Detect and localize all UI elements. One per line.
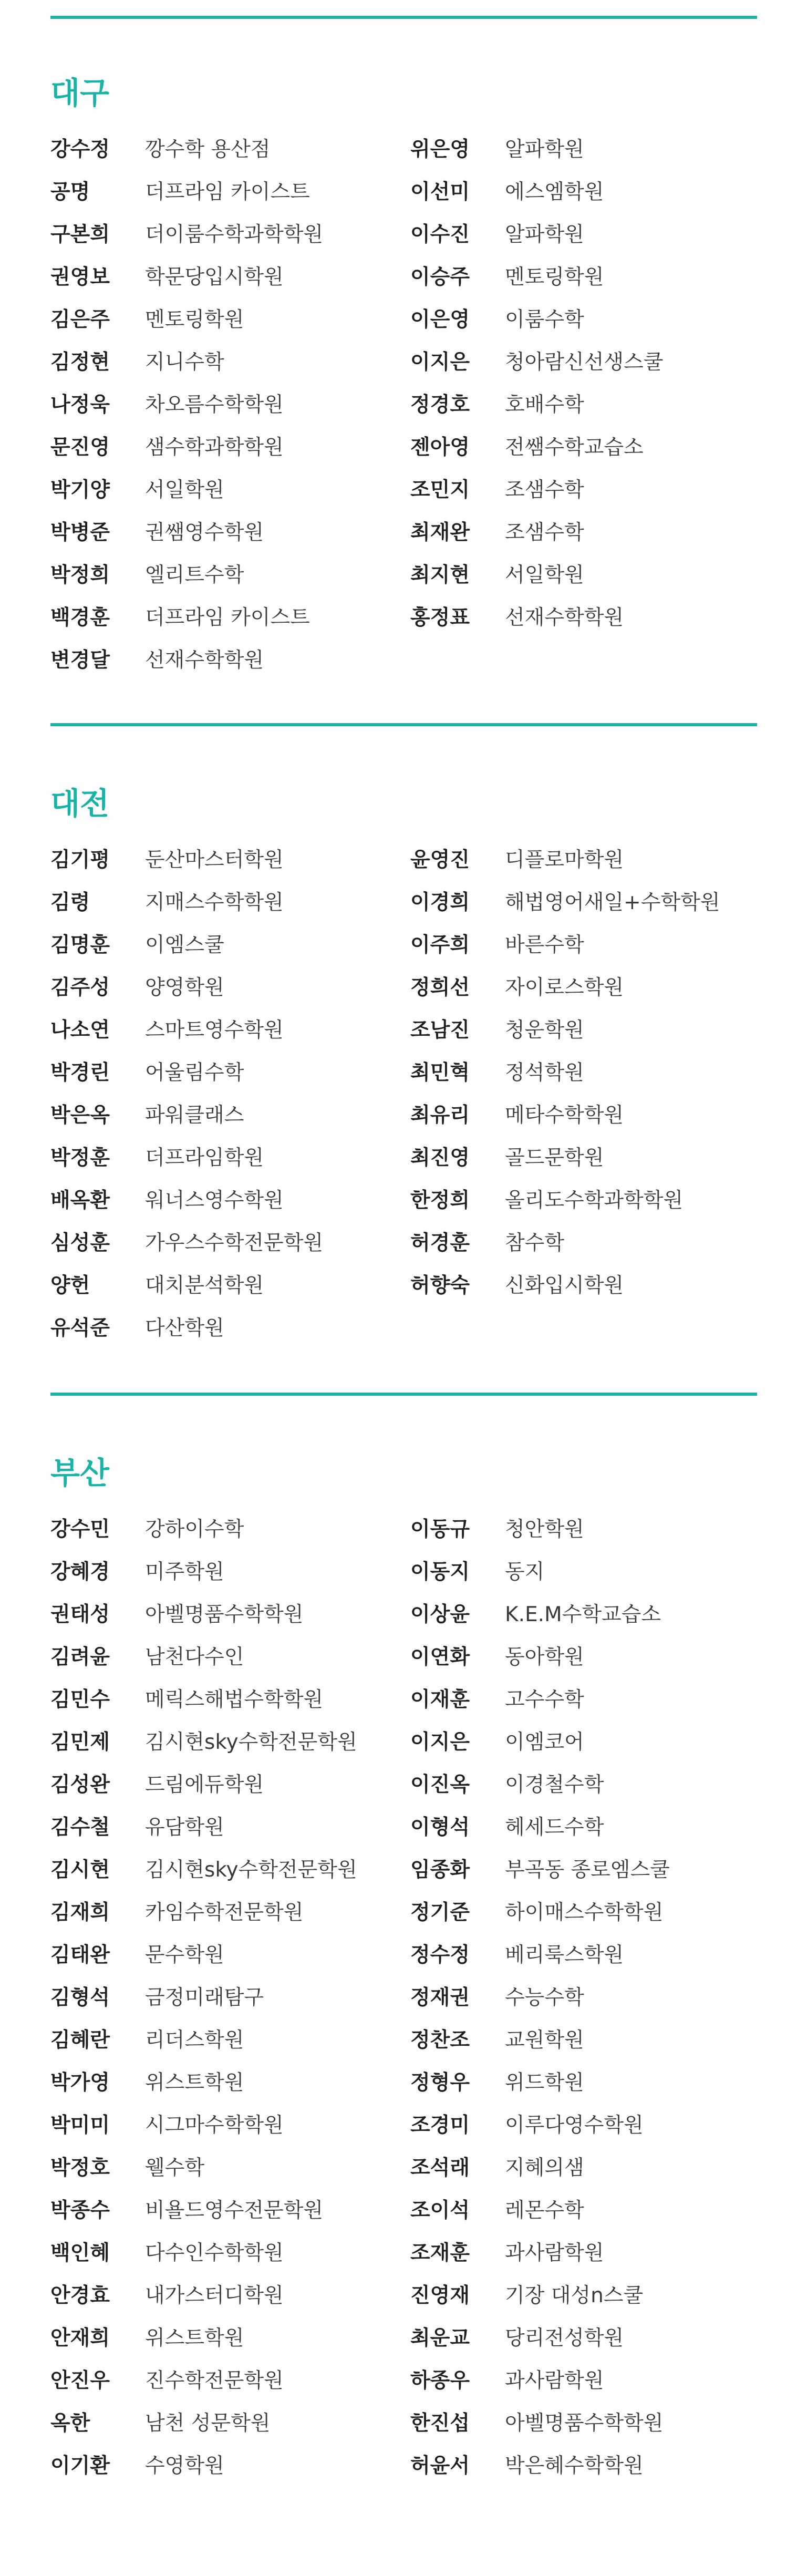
instructor-name: 최지현 bbox=[410, 563, 470, 587]
instructor-name: 김민제 bbox=[50, 1730, 110, 1754]
instructor-row bbox=[410, 1602, 778, 1644]
section-busan bbox=[50, 1455, 757, 2509]
instructor-name: 김혜란 bbox=[50, 2028, 110, 2052]
instructor-name: 이승주 bbox=[410, 265, 470, 289]
academy-name: 에스엠학원 bbox=[505, 180, 604, 204]
instructor-row bbox=[50, 2027, 418, 2070]
academy-name: 멘토링학원 bbox=[145, 308, 244, 332]
instructor-name: 정희선 bbox=[410, 976, 470, 1000]
academy-name: 청운학원 bbox=[505, 1018, 584, 1042]
academy-name: 멘토링학원 bbox=[505, 265, 604, 289]
instructor-name: 조이석 bbox=[410, 2199, 470, 2222]
section-title: 대전 bbox=[50, 786, 110, 821]
academy-name: 대치분석학원 bbox=[145, 1274, 264, 1297]
academy-name: 호배수학 bbox=[505, 393, 584, 417]
instructor-name: 이주희 bbox=[410, 933, 470, 957]
academy-name: 이룸수학 bbox=[505, 308, 584, 332]
academy-name: 지혜의샘 bbox=[505, 2156, 584, 2180]
instructor-name: 김려윤 bbox=[50, 1645, 110, 1669]
instructor-row bbox=[50, 1602, 418, 1644]
instructor-row bbox=[50, 2325, 418, 2368]
instructor-row bbox=[50, 1230, 418, 1273]
instructor-row bbox=[410, 349, 778, 392]
academy-name: 메타수학학원 bbox=[505, 1104, 624, 1127]
instructor-row bbox=[410, 1857, 778, 1900]
academy-name: 더이룸수학과학학원 bbox=[145, 223, 324, 246]
instructor-row bbox=[50, 647, 418, 690]
academy-name: 어울림수학 bbox=[145, 1061, 244, 1085]
academy-name: 정석학원 bbox=[505, 1061, 584, 1085]
academy-name: 위스트학원 bbox=[145, 2071, 244, 2095]
academy-name: 이엠코어 bbox=[505, 1730, 584, 1754]
instructor-name: 심성훈 bbox=[50, 1231, 110, 1255]
instructor-row bbox=[410, 1102, 778, 1145]
instructor-name: 김기평 bbox=[50, 848, 110, 872]
instructor-row bbox=[50, 1729, 418, 1772]
left-column bbox=[50, 847, 418, 1358]
instructor-row bbox=[410, 179, 778, 222]
instructor-row bbox=[410, 1729, 778, 1772]
instructor-row bbox=[410, 1900, 778, 1942]
instructor-name: 강혜경 bbox=[50, 1560, 110, 1584]
academy-name: 엘리트수학 bbox=[145, 563, 244, 587]
instructor-name: 이동지 bbox=[410, 1560, 470, 1584]
academy-name: 차오름수학학원 bbox=[145, 393, 284, 417]
academy-name: 더프라임학원 bbox=[145, 1146, 264, 1170]
academy-name: 헤세드수학 bbox=[505, 1816, 604, 1839]
instructor-name: 박종수 bbox=[50, 2199, 110, 2222]
instructor-name: 이지은 bbox=[410, 351, 470, 374]
instructor-row bbox=[410, 1942, 778, 1985]
instructor-row bbox=[410, 477, 778, 520]
instructor-name: 나소연 bbox=[50, 1018, 110, 1042]
instructor-row bbox=[410, 2155, 778, 2198]
left-column bbox=[50, 1517, 418, 2496]
instructor-row bbox=[410, 1273, 778, 1315]
instructor-row bbox=[410, 1687, 778, 1729]
academy-name: 올리도수학과학학원 bbox=[505, 1189, 684, 1212]
section-divider bbox=[50, 1393, 757, 1396]
instructor-row bbox=[50, 1772, 418, 1815]
instructor-row bbox=[50, 890, 418, 932]
section-title: 대구 bbox=[50, 75, 110, 111]
instructor-row bbox=[50, 179, 418, 222]
academy-name: K.E.M수학교습소 bbox=[505, 1603, 661, 1626]
instructor-name: 김태완 bbox=[50, 1943, 110, 1967]
instructor-name: 김수철 bbox=[50, 1816, 110, 1839]
left-column bbox=[50, 137, 418, 690]
instructor-name: 조민지 bbox=[410, 478, 470, 502]
instructor-name: 박정훈 bbox=[50, 1146, 110, 1170]
academy-name: 학문당입시학원 bbox=[145, 265, 284, 289]
academy-name: 가우스수학전문학원 bbox=[145, 1231, 324, 1255]
academy-name: 아벨명품수학학원 bbox=[145, 1603, 304, 1626]
instructor-row bbox=[410, 1060, 778, 1102]
instructor-name: 김은주 bbox=[50, 308, 110, 332]
academy-name: 지니수학 bbox=[145, 351, 224, 374]
instructor-row bbox=[410, 435, 778, 477]
instructor-name: 위은영 bbox=[410, 138, 470, 161]
instructor-row bbox=[410, 264, 778, 307]
instructor-name: 허경훈 bbox=[410, 1231, 470, 1255]
academy-name: 유담학원 bbox=[145, 1816, 224, 1839]
academy-name: 전쌤수학교습소 bbox=[505, 436, 644, 459]
instructor-name: 김형석 bbox=[50, 1986, 110, 2010]
academy-name: 서일학원 bbox=[145, 478, 224, 502]
academy-name: 알파학원 bbox=[505, 138, 584, 161]
academy-name: 위드학원 bbox=[505, 2071, 584, 2095]
academy-name: 위스트학원 bbox=[145, 2326, 244, 2350]
instructor-name: 윤영진 bbox=[410, 848, 470, 872]
academy-name: 워너스영수학원 bbox=[145, 1189, 284, 1212]
academy-name: 해법영어새일+수학학원 bbox=[505, 891, 720, 914]
instructor-row bbox=[410, 2070, 778, 2113]
academy-name: 조샘수학 bbox=[505, 478, 584, 502]
academy-name: 교원학원 bbox=[505, 2028, 584, 2052]
academy-name: 선재수학학원 bbox=[505, 606, 624, 630]
instructor-name: 안진우 bbox=[50, 2369, 110, 2393]
instructor-name: 최운교 bbox=[410, 2326, 470, 2350]
academy-name: 권쌤영수학원 bbox=[145, 521, 264, 544]
instructor-row bbox=[410, 520, 778, 562]
academy-name: 더프라임 카이스트 bbox=[145, 606, 310, 630]
instructor-name: 이동규 bbox=[410, 1518, 470, 1541]
instructor-name: 김민수 bbox=[50, 1688, 110, 1712]
instructor-row bbox=[50, 2240, 418, 2283]
academy-name: 웰수학 bbox=[145, 2156, 205, 2180]
academy-name: 메릭스해법수학학원 bbox=[145, 1688, 324, 1712]
academy-name: 파워클래스 bbox=[145, 1104, 244, 1127]
instructor-name: 최유리 bbox=[410, 1104, 470, 1127]
instructor-row bbox=[410, 1517, 778, 1559]
instructor-row bbox=[50, 1188, 418, 1230]
academy-name: 진수학전문학원 bbox=[145, 2369, 284, 2393]
instructor-row bbox=[410, 222, 778, 264]
academy-name: 문수학원 bbox=[145, 1943, 224, 1967]
instructor-name: 이형석 bbox=[410, 1816, 470, 1839]
instructor-name: 권영보 bbox=[50, 265, 110, 289]
instructor-name: 구본희 bbox=[50, 223, 110, 246]
instructor-name: 이진옥 bbox=[410, 1773, 470, 1797]
academy-name: 시그마수학학원 bbox=[145, 2114, 284, 2137]
instructor-name: 변경달 bbox=[50, 648, 110, 672]
instructor-name: 박기양 bbox=[50, 478, 110, 502]
instructor-row bbox=[410, 1230, 778, 1273]
instructor-name: 조남진 bbox=[410, 1018, 470, 1042]
instructor-row bbox=[410, 2368, 778, 2410]
instructor-name: 이경희 bbox=[410, 891, 470, 914]
instructor-name: 조재훈 bbox=[410, 2241, 470, 2265]
instructor-row bbox=[410, 2283, 778, 2325]
instructor-row bbox=[410, 847, 778, 890]
instructor-name: 정재권 bbox=[410, 1986, 470, 2010]
instructor-row bbox=[50, 1102, 418, 1145]
section-daegu bbox=[50, 75, 757, 672]
instructor-row bbox=[50, 1942, 418, 1985]
instructor-name: 허윤서 bbox=[410, 2454, 470, 2478]
instructor-row bbox=[50, 2368, 418, 2410]
instructor-row bbox=[50, 1145, 418, 1188]
instructor-name: 젠아영 bbox=[410, 436, 470, 459]
instructor-row bbox=[50, 1815, 418, 1857]
academy-name: 선재수학학원 bbox=[145, 648, 264, 672]
academy-name: 금정미래탐구 bbox=[145, 1986, 264, 2010]
instructor-row bbox=[50, 349, 418, 392]
instructor-row bbox=[410, 307, 778, 349]
instructor-row bbox=[50, 307, 418, 349]
academy-name: 이경철수학 bbox=[505, 1773, 604, 1797]
instructor-row bbox=[410, 605, 778, 647]
instructor-row bbox=[410, 890, 778, 932]
academy-name: 수영학원 bbox=[145, 2454, 224, 2478]
academy-name: 이루다영수학원 bbox=[505, 2114, 644, 2137]
instructor-row bbox=[410, 562, 778, 605]
instructor-row bbox=[410, 2198, 778, 2240]
academy-name: 디플로마학원 bbox=[505, 848, 624, 872]
instructor-row bbox=[410, 975, 778, 1017]
instructor-name: 백경훈 bbox=[50, 606, 110, 630]
instructor-row bbox=[50, 562, 418, 605]
instructor-row bbox=[50, 477, 418, 520]
academy-name: 내가스터디학원 bbox=[145, 2284, 284, 2307]
instructor-name: 박정호 bbox=[50, 2156, 110, 2180]
instructor-name: 백인혜 bbox=[50, 2241, 110, 2265]
academy-name: 동지 bbox=[505, 1560, 545, 1584]
instructor-name: 강수정 bbox=[50, 138, 110, 161]
instructor-name: 박가영 bbox=[50, 2071, 110, 2095]
right-column bbox=[410, 137, 778, 647]
academy-name: 수능수학 bbox=[505, 1986, 584, 2010]
academy-name: 미주학원 bbox=[145, 1560, 224, 1584]
instructor-row bbox=[410, 2453, 778, 2496]
instructor-name: 이기환 bbox=[50, 2454, 110, 2478]
instructor-row bbox=[410, 2113, 778, 2155]
instructor-name: 배옥환 bbox=[50, 1189, 110, 1212]
instructor-name: 정경호 bbox=[410, 393, 470, 417]
academy-name: 스마트영수학원 bbox=[145, 1018, 284, 1042]
academy-name: 자이로스학원 bbox=[505, 976, 624, 1000]
instructor-name: 박미미 bbox=[50, 2114, 110, 2137]
academy-name: 청아람신선생스쿨 bbox=[505, 351, 664, 374]
academy-name: 다수인수학학원 bbox=[145, 2241, 284, 2265]
instructor-name: 이재훈 bbox=[410, 1688, 470, 1712]
instructor-row bbox=[50, 2283, 418, 2325]
instructor-name: 나정욱 bbox=[50, 393, 110, 417]
instructor-row bbox=[50, 2410, 418, 2453]
instructor-row bbox=[50, 264, 418, 307]
instructor-row bbox=[50, 1517, 418, 1559]
instructor-row bbox=[50, 1687, 418, 1729]
academy-name: 깡수학 용산점 bbox=[145, 138, 271, 161]
instructor-name: 정형우 bbox=[410, 2071, 470, 2095]
instructor-row bbox=[50, 1644, 418, 1687]
section-divider bbox=[50, 723, 757, 726]
instructor-name: 최진영 bbox=[410, 1146, 470, 1170]
instructor-name: 박정희 bbox=[50, 563, 110, 587]
instructor-name: 최민혁 bbox=[410, 1061, 470, 1085]
instructor-name: 안경효 bbox=[50, 2284, 110, 2307]
instructor-name: 정기준 bbox=[410, 1901, 470, 1924]
academy-name: 박은혜수학학원 bbox=[505, 2454, 644, 2478]
instructor-name: 진영재 bbox=[410, 2284, 470, 2307]
instructor-row bbox=[50, 1273, 418, 1315]
instructor-row bbox=[410, 1145, 778, 1188]
instructor-row bbox=[410, 932, 778, 975]
academy-name: 참수학 bbox=[505, 1231, 565, 1255]
instructor-name: 김주성 bbox=[50, 976, 110, 1000]
instructor-name: 한정희 bbox=[410, 1189, 470, 1212]
instructor-name: 이선미 bbox=[410, 180, 470, 204]
instructor-name: 박은옥 bbox=[50, 1104, 110, 1127]
instructor-name: 이수진 bbox=[410, 223, 470, 246]
instructor-row bbox=[50, 847, 418, 890]
instructor-name: 김령 bbox=[50, 891, 90, 914]
instructor-row bbox=[50, 1060, 418, 1102]
instructor-row bbox=[410, 1559, 778, 1602]
instructor-row bbox=[50, 2113, 418, 2155]
instructor-row bbox=[50, 1857, 418, 1900]
academy-name: 아벨명품수학학원 bbox=[505, 2412, 664, 2435]
instructor-row bbox=[410, 2027, 778, 2070]
academy-name: 서일학원 bbox=[505, 563, 584, 587]
instructor-row bbox=[410, 1644, 778, 1687]
instructor-row bbox=[50, 1017, 418, 1060]
instructor-row bbox=[50, 1559, 418, 1602]
instructor-name: 김성완 bbox=[50, 1773, 110, 1797]
academy-name: 남천다수인 bbox=[145, 1645, 244, 1669]
academy-name: 김시현sky수학전문학원 bbox=[145, 1730, 357, 1754]
instructor-row bbox=[50, 1985, 418, 2027]
instructor-name: 임종화 bbox=[410, 1858, 470, 1882]
instructor-name: 옥한 bbox=[50, 2412, 90, 2435]
instructor-row bbox=[410, 1017, 778, 1060]
academy-name: 알파학원 bbox=[505, 223, 584, 246]
instructor-name: 공명 bbox=[50, 180, 90, 204]
instructor-row bbox=[50, 1900, 418, 1942]
instructor-name: 홍정표 bbox=[410, 606, 470, 630]
instructor-row bbox=[410, 1188, 778, 1230]
instructor-name: 강수민 bbox=[50, 1518, 110, 1541]
instructor-name: 이연화 bbox=[410, 1645, 470, 1669]
academy-name: 샘수학과학학원 bbox=[145, 436, 284, 459]
instructor-name: 김재희 bbox=[50, 1901, 110, 1924]
academy-name: 기장 대성n스쿨 bbox=[505, 2284, 644, 2307]
instructor-name: 양헌 bbox=[50, 1274, 90, 1297]
instructor-name: 김정현 bbox=[50, 351, 110, 374]
academy-name: 다산학원 bbox=[145, 1316, 224, 1340]
right-column bbox=[410, 847, 778, 1315]
academy-name: 동아학원 bbox=[505, 1645, 584, 1669]
academy-name: 청안학원 bbox=[505, 1518, 584, 1541]
instructor-row bbox=[410, 1985, 778, 2027]
academy-name: 과사람학원 bbox=[505, 2241, 604, 2265]
instructor-name: 김명훈 bbox=[50, 933, 110, 957]
instructor-row bbox=[410, 2410, 778, 2453]
instructor-name: 박경린 bbox=[50, 1061, 110, 1085]
instructor-name: 허향숙 bbox=[410, 1274, 470, 1297]
academy-name: 김시현sky수학전문학원 bbox=[145, 1858, 357, 1882]
instructor-name: 최재완 bbox=[410, 521, 470, 544]
instructor-row bbox=[410, 137, 778, 179]
instructor-row bbox=[410, 2240, 778, 2283]
instructor-name: 정찬조 bbox=[410, 2028, 470, 2052]
instructor-row bbox=[410, 392, 778, 435]
instructor-row bbox=[50, 392, 418, 435]
instructor-row bbox=[410, 1772, 778, 1815]
academy-name: 둔산마스터학원 bbox=[145, 848, 284, 872]
academy-name: 당리전성학원 bbox=[505, 2326, 624, 2350]
academy-name: 조샘수학 bbox=[505, 521, 584, 544]
instructor-row bbox=[410, 2325, 778, 2368]
instructor-row bbox=[50, 435, 418, 477]
instructor-row bbox=[50, 222, 418, 264]
instructor-row bbox=[50, 137, 418, 179]
academy-name: 바른수학 bbox=[505, 933, 584, 957]
academy-name: 강하이수학 bbox=[145, 1518, 244, 1541]
section-daejeon bbox=[50, 788, 757, 1372]
instructor-row bbox=[50, 932, 418, 975]
top-divider bbox=[50, 16, 757, 19]
instructor-row bbox=[50, 1315, 418, 1358]
academy-name: 과사람학원 bbox=[505, 2369, 604, 2393]
academy-name: 남천 성문학원 bbox=[145, 2412, 271, 2435]
instructor-row bbox=[50, 520, 418, 562]
academy-name: 레몬수학 bbox=[505, 2199, 584, 2222]
academy-name: 양영학원 bbox=[145, 976, 224, 1000]
academy-name: 더프라임 카이스트 bbox=[145, 180, 310, 204]
instructor-row bbox=[50, 975, 418, 1017]
section-title: 부산 bbox=[50, 1455, 110, 1491]
academy-name: 베리룩스학원 bbox=[505, 1943, 624, 1967]
instructor-name: 하종우 bbox=[410, 2369, 470, 2393]
instructor-name: 이은영 bbox=[410, 308, 470, 332]
instructor-name: 이상윤 bbox=[410, 1603, 470, 1626]
instructor-row bbox=[410, 1815, 778, 1857]
academy-name: 신화입시학원 bbox=[505, 1274, 624, 1297]
academy-name: 하이매스수학학원 bbox=[505, 1901, 664, 1924]
instructor-row bbox=[50, 2453, 418, 2496]
instructor-name: 권태성 bbox=[50, 1603, 110, 1626]
instructor-row bbox=[50, 2155, 418, 2198]
instructor-name: 문진영 bbox=[50, 436, 110, 459]
instructor-row bbox=[50, 2198, 418, 2240]
instructor-name: 한진섭 bbox=[410, 2412, 470, 2435]
instructor-row bbox=[50, 605, 418, 647]
instructor-name: 조경미 bbox=[410, 2114, 470, 2137]
academy-name: 드림에듀학원 bbox=[145, 1773, 264, 1797]
right-column bbox=[410, 1517, 778, 2496]
instructor-name: 이지은 bbox=[410, 1730, 470, 1754]
instructor-name: 유석준 bbox=[50, 1316, 110, 1340]
instructor-name: 박병준 bbox=[50, 521, 110, 544]
academy-name: 부곡동 종로엠스쿨 bbox=[505, 1858, 670, 1882]
instructor-name: 정수정 bbox=[410, 1943, 470, 1967]
academy-name: 골드문학원 bbox=[505, 1146, 604, 1170]
academy-name: 카임수학전문학원 bbox=[145, 1901, 304, 1924]
academy-name: 고수수학 bbox=[505, 1688, 584, 1712]
academy-name: 이엠스쿨 bbox=[145, 933, 224, 957]
instructor-name: 안재희 bbox=[50, 2326, 110, 2350]
instructor-name: 조석래 bbox=[410, 2156, 470, 2180]
instructor-name: 김시현 bbox=[50, 1858, 110, 1882]
academy-name: 리더스학원 bbox=[145, 2028, 244, 2052]
academy-name: 비욜드영수전문학원 bbox=[145, 2199, 324, 2222]
academy-name: 지매스수학학원 bbox=[145, 891, 284, 914]
instructor-row bbox=[50, 2070, 418, 2113]
